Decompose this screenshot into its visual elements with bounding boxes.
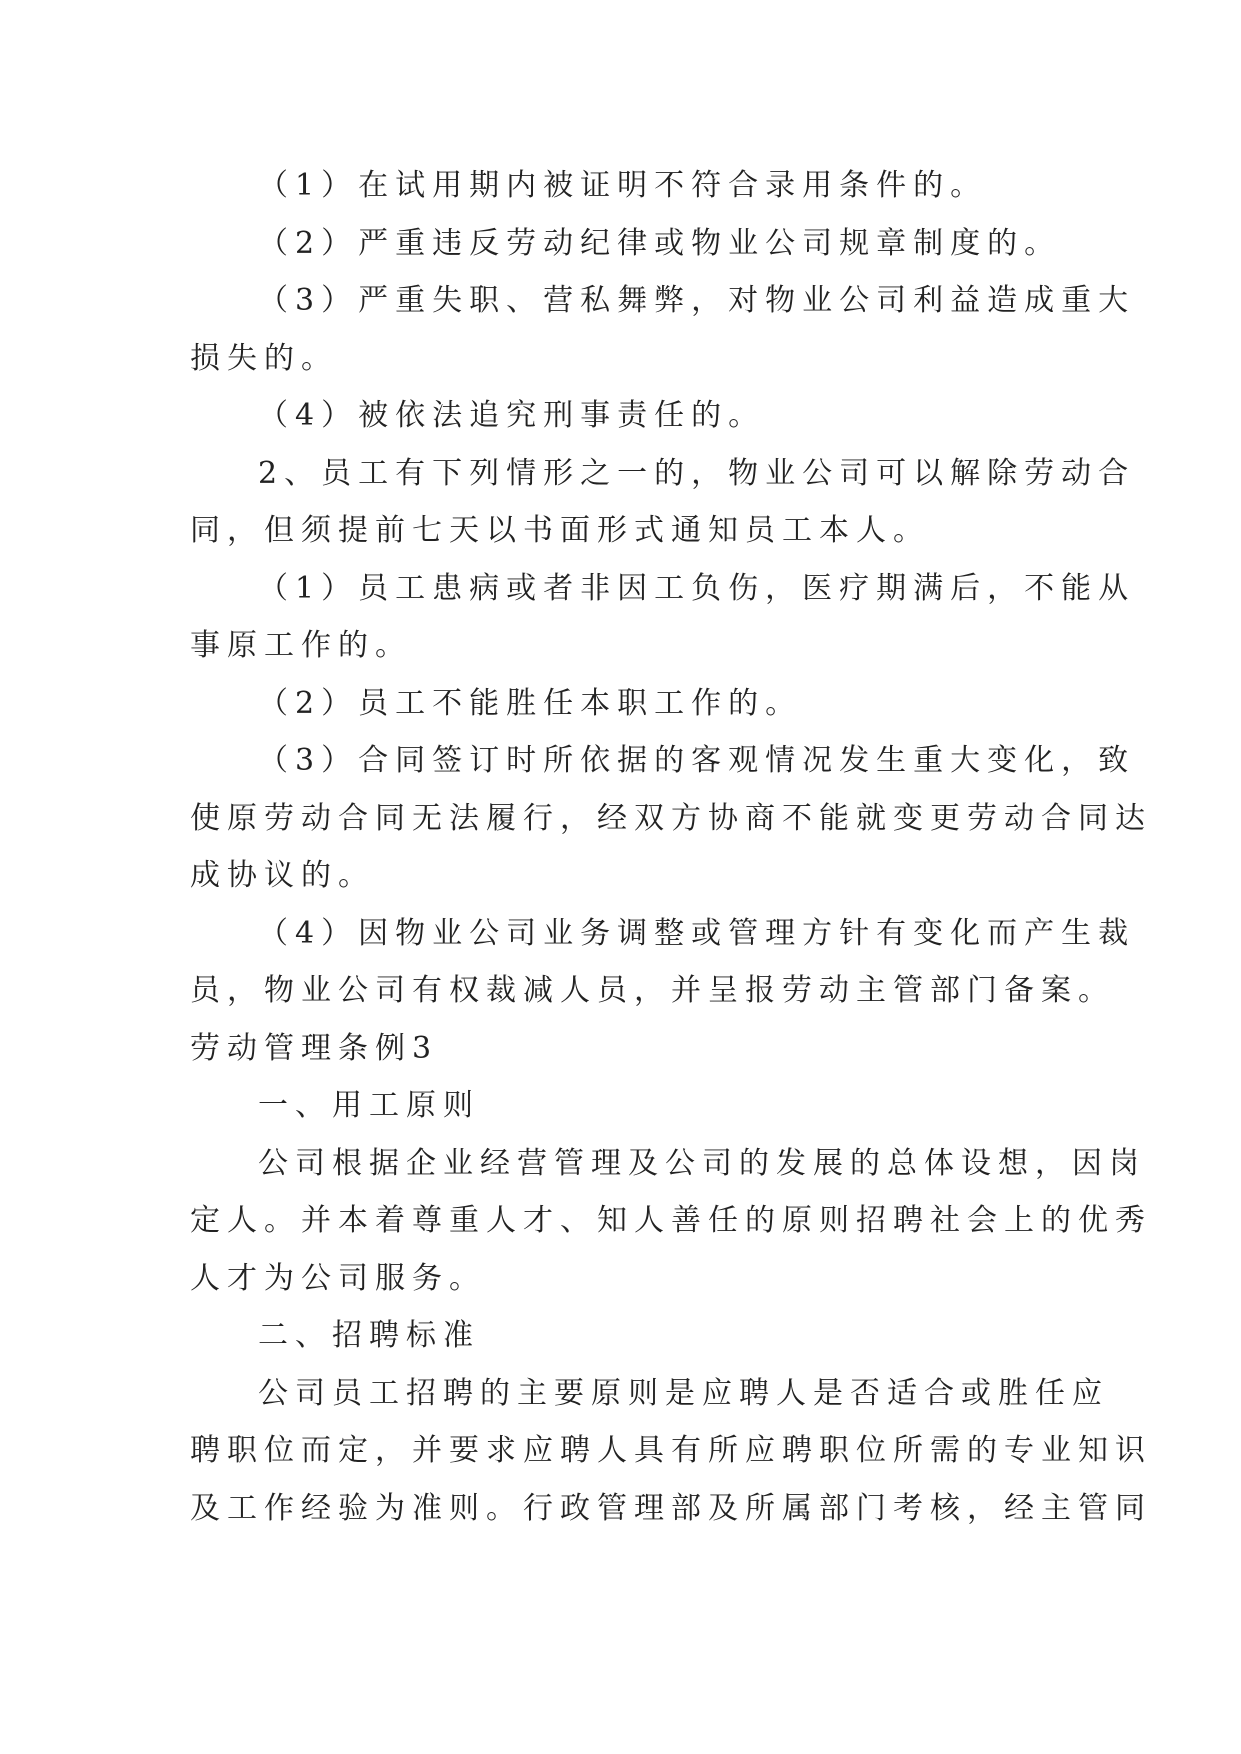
clause-1-4: （4）被依法追究刑事责任的。 <box>258 398 766 433</box>
paragraph-recruitment-standard: 公司员工招聘的主要原则是应聘人是否适合或胜任应 <box>258 1375 1109 1411</box>
clause-1-2: （2）严重违反劳动纪律或物业公司规章制度的。 <box>258 225 1062 261</box>
heading-recruitment-standard: 二、招聘标准 <box>258 1318 480 1353</box>
heading-employment-principle: 一、用工原则 <box>258 1088 480 1123</box>
document-body <box>190 157 1152 1537</box>
paragraph-recruitment-standard-cont: 聘职位而定，并要求应聘人具有所应聘职位所需的专业知识 <box>190 1433 1152 1468</box>
clause-2-3: （3）合同签订时所依据的客观情况发生重大变化，致 <box>258 743 1136 778</box>
clause-2-3-cont-2: 成协议的。 <box>190 858 375 893</box>
clause-2-2: （2）员工不能胜任本职工作的。 <box>258 685 803 721</box>
paragraph-employment-principle-cont-2: 人才为公司服务。 <box>190 1260 486 1296</box>
paragraph-recruitment-standard-cont-2: 及工作经验为准则。行政管理部及所属部门考核，经主管同 <box>190 1490 1152 1526</box>
clause-2-4-cont: 员，物业公司有权裁减人员，并呈报劳动主管部门备案。 <box>190 973 1115 1008</box>
clause-2-1: （1）员工患病或者非因工负伤，医疗期满后，不能从 <box>258 570 1136 606</box>
clause-1-1: （1）在试用期内被证明不符合录用条件的。 <box>258 168 988 203</box>
section-title: 劳动管理条例3 <box>190 1030 439 1066</box>
clause-1-3: （3）严重失职、营私舞弊，对物业公司利益造成重大 <box>258 283 1136 318</box>
clause-2-3-cont: 使原劳动合同无法履行，经双方协商不能就变更劳动合同达 <box>190 800 1152 836</box>
clause-1-3-cont: 损失的。 <box>190 340 338 376</box>
paragraph-employment-principle-cont: 定人。并本着尊重人才、知人善任的原则招聘社会上的优秀 <box>190 1203 1152 1238</box>
paragraph-employment-principle: 公司根据企业经营管理及公司的发展的总体设想，因岗 <box>258 1145 1146 1181</box>
section-2-intro: 2、员工有下列情形之一的，物业公司可以解除劳动合 <box>258 455 1136 491</box>
clause-2-4: （4）因物业公司业务调整或管理方针有变化而产生裁 <box>258 915 1136 951</box>
clause-2-1-cont: 事原工作的。 <box>190 628 412 663</box>
section-2-intro-cont: 同，但须提前七天以书面形式通知员工本人。 <box>190 513 930 548</box>
